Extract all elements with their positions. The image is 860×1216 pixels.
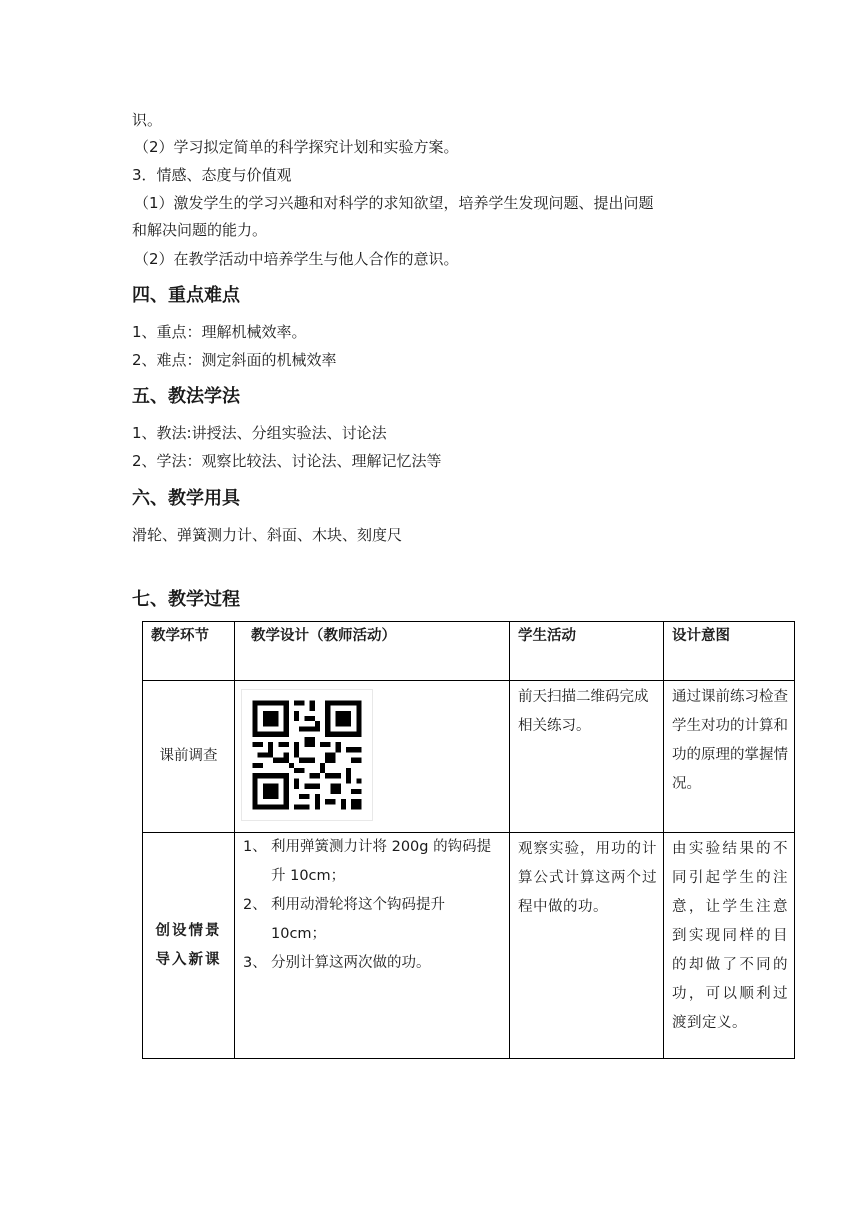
student-cell: 观察实验，用功的计算公式计算这两个过程中做的功。 (510, 833, 664, 1059)
table-row (143, 833, 795, 1059)
header-cell: 学生活动 (510, 622, 664, 681)
text-line: 和解决问题的能力。 (132, 221, 268, 239)
teaching-process-table (142, 621, 795, 1059)
text-line: 2、难点：测定斜面的机械效率 (132, 351, 337, 369)
list-item: 1、 利用弹簧测力计将 200g 的钩码提升 10cm； (243, 839, 492, 884)
table-row (143, 681, 795, 833)
text-line: 滑轮、弹簧测力计、斜面、木块、刻度尺 (132, 526, 403, 544)
intent-cell: 通过课前练习检查学生对功的计算和功的原理的掌握情况。 (664, 681, 795, 833)
stage-cell: 课前调查 (143, 681, 235, 833)
text-line: 3．情感、态度与价值观 (132, 166, 292, 184)
section-heading: 五、教法学法 (132, 386, 240, 407)
header-cell: 教学设计（教师活动） (235, 622, 510, 681)
section-heading: 六、教学用具 (132, 488, 240, 509)
stage-cell: 创设情景 导入新课 (143, 833, 235, 1059)
text-line: （2）在教学活动中培养学生与他人合作的意识。 (134, 250, 459, 268)
teacher-cell (235, 833, 510, 1059)
list-item: 3、 分别计算这两次做的功。 (243, 955, 431, 971)
table-header-row (143, 622, 795, 681)
text-line: 1、重点：理解机械效率。 (132, 323, 307, 341)
teacher-steps-list (235, 833, 509, 978)
text-line: （1）激发学生的学习兴趣和对科学的求知欲望，培养学生发现问题、提出问题 (134, 194, 654, 212)
text-line: 识。 (132, 111, 163, 129)
section-heading: 七、教学过程 (132, 589, 240, 610)
header-cell: 设计意图 (664, 622, 795, 681)
student-cell: 前天扫描二维码完成相关练习。 (510, 681, 664, 833)
list-item: 2、 利用动滑轮将这个钩码提升 10cm； (243, 897, 445, 942)
qr-code-icon (241, 689, 373, 821)
section-heading: 四、重点难点 (132, 285, 240, 306)
text-line: （2）学习拟定简单的科学探究计划和实验方案。 (134, 138, 459, 156)
teacher-cell (235, 681, 510, 833)
text-line: 1、教法:讲授法、分组实验法、讨论法 (132, 424, 387, 442)
intent-cell: 由实验结果的不同引起学生的注意，让学生注意到实现同样的目的却做了不同的功，可以顺利过渡到定义。 (664, 833, 795, 1059)
text-line: 2、学法：观察比较法、讨论法、理解记忆法等 (132, 452, 442, 470)
header-cell: 教学环节 (143, 622, 235, 681)
